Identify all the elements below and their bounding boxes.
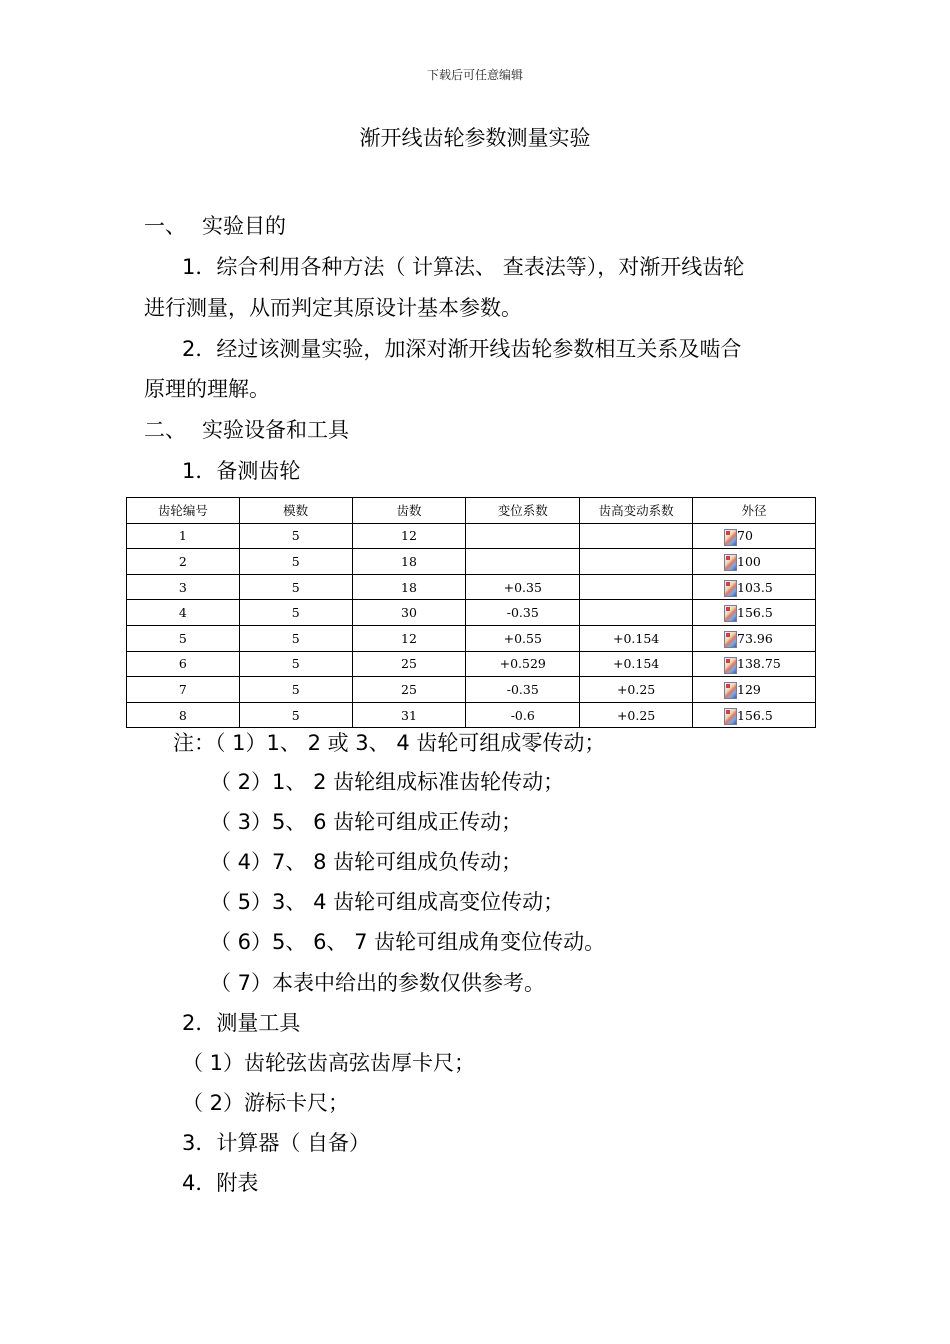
table-row — [127, 574, 816, 600]
table-cell: +0.529 — [466, 651, 580, 677]
table-cell: 25 — [352, 677, 466, 703]
broken-image-icon — [724, 631, 737, 648]
col-module: 模数 — [239, 498, 352, 524]
note-1: 注：（ 1）1、 2 或 3、 4 齿轮可组成零传动； — [173, 731, 606, 755]
table-cell — [466, 549, 580, 575]
table-cell: 5 — [239, 651, 352, 677]
table-cell-outer-diameter — [693, 677, 816, 703]
gear-list-subheading: 1．备测齿轮 — [182, 459, 301, 483]
table-cell — [466, 523, 580, 549]
broken-image-icon — [724, 708, 737, 725]
broken-image-icon — [724, 580, 737, 597]
table-row — [127, 651, 816, 677]
col-addendum-change: 齿高变动系数 — [580, 498, 693, 524]
table-cell: 5 — [239, 523, 352, 549]
table-cell: 30 — [352, 600, 466, 626]
table-row — [127, 677, 816, 703]
table-cell: 5 — [239, 574, 352, 600]
table-cell: 12 — [352, 523, 466, 549]
note-4: （ 4）7、 8 齿轮可组成负传动； — [210, 850, 523, 874]
table-cell: +0.25 — [580, 677, 693, 703]
table-cell-outer-diameter — [693, 574, 816, 600]
table-cell: 5 — [239, 549, 352, 575]
col-teeth: 齿数 — [352, 498, 466, 524]
outer-diameter-value: 156.5 — [737, 707, 773, 723]
note-3: （ 3）5、 6 齿轮可组成正传动； — [210, 810, 523, 834]
table-cell-outer-diameter — [693, 523, 816, 549]
table-cell: 3 — [127, 574, 240, 600]
table-cell: 1 — [127, 523, 240, 549]
table-cell: 5 — [239, 702, 352, 728]
section1-item2-line2: 原理的理解。 — [144, 377, 270, 401]
table-cell: 18 — [352, 574, 466, 600]
table-cell: 18 — [352, 549, 466, 575]
section2-heading: 实验设备和工具 — [202, 418, 349, 442]
table-cell-outer-diameter — [693, 549, 816, 575]
table-cell — [580, 574, 693, 600]
page-header: 下载后可任意编辑 — [426, 68, 523, 82]
table-cell: +0.25 — [580, 702, 693, 728]
tool-2: （ 2）游标卡尺； — [182, 1091, 350, 1115]
note-2: （ 2）1、 2 齿轮组成标准齿轮传动； — [210, 770, 565, 794]
col-shift-coefficient: 变位系数 — [466, 498, 580, 524]
table-cell: +0.154 — [580, 625, 693, 651]
table-row — [127, 625, 816, 651]
outer-diameter-value: 73.96 — [737, 630, 773, 646]
note-7: （ 7）本表中给出的参数仅供参考。 — [210, 971, 546, 995]
section1-heading: 实验目的 — [202, 214, 286, 238]
table-cell: 5 — [127, 625, 240, 651]
table-cell-outer-diameter — [693, 625, 816, 651]
broken-image-icon — [724, 682, 737, 699]
broken-image-icon — [724, 657, 737, 674]
section1-item1-line1: 1．综合利用各种方法（ 计算法、 查表法等），对渐开线齿轮 — [182, 255, 745, 279]
table-row — [127, 549, 816, 575]
section2-heading-number: 二、 — [144, 418, 186, 442]
broken-image-icon — [724, 605, 737, 622]
outer-diameter-value: 138.75 — [737, 656, 781, 672]
page-title: 渐开线齿轮参数测量实验 — [359, 126, 591, 150]
gear-parameter-table — [126, 497, 816, 728]
note-5: （ 5）3、 4 齿轮可组成高变位传动； — [210, 890, 565, 914]
section1-item1-line2: 进行测量，从而判定其原设计基本参数。 — [144, 296, 522, 320]
table-cell: 7 — [127, 677, 240, 703]
table-cell: 6 — [127, 651, 240, 677]
col-outer-diameter: 外径 — [693, 498, 816, 524]
outer-diameter-value: 103.5 — [737, 579, 773, 595]
table-cell: -0.35 — [466, 677, 580, 703]
section1-heading-number: 一、 — [144, 214, 186, 238]
table-row — [127, 702, 816, 728]
table-row — [127, 600, 816, 626]
outer-diameter-value: 156.5 — [737, 605, 773, 621]
table-cell: 31 — [352, 702, 466, 728]
table-cell: -0.6 — [466, 702, 580, 728]
col-gear-number: 齿轮编号 — [127, 498, 240, 524]
table-cell: 2 — [127, 549, 240, 575]
table-cell — [580, 523, 693, 549]
section1-item2-line1: 2．经过该测量实验，加深对渐开线齿轮参数相互关系及啮合 — [182, 337, 742, 361]
table-cell — [580, 549, 693, 575]
table-cell: +0.55 — [466, 625, 580, 651]
table-cell: 8 — [127, 702, 240, 728]
table-row — [127, 523, 816, 549]
table-cell: -0.35 — [466, 600, 580, 626]
broken-image-icon — [724, 554, 737, 571]
table-cell: 5 — [239, 677, 352, 703]
outer-diameter-value: 70 — [737, 528, 753, 544]
table-cell: 12 — [352, 625, 466, 651]
table-cell: 5 — [239, 600, 352, 626]
table-header-row — [127, 498, 816, 524]
outer-diameter-value: 129 — [737, 681, 761, 697]
outer-diameter-value: 100 — [737, 553, 761, 569]
table-cell: 5 — [239, 625, 352, 651]
table-cell: +0.35 — [466, 574, 580, 600]
table-cell — [580, 600, 693, 626]
tool-1: （ 1）齿轮弦齿高弦齿厚卡尺； — [182, 1051, 476, 1075]
table-cell-outer-diameter — [693, 600, 816, 626]
table-cell-outer-diameter — [693, 651, 816, 677]
note-6: （ 6）5、 6、 7 齿轮可组成角变位传动。 — [210, 930, 606, 954]
tools-subheading: 2．测量工具 — [182, 1011, 301, 1035]
calculator-subheading: 3．计算器（ 自备） — [182, 1131, 371, 1155]
broken-image-icon — [724, 529, 737, 546]
table-cell-outer-diameter — [693, 702, 816, 728]
table-cell: +0.154 — [580, 651, 693, 677]
appendix-subheading: 4．附表 — [182, 1171, 259, 1195]
table-cell: 25 — [352, 651, 466, 677]
table-cell: 4 — [127, 600, 240, 626]
